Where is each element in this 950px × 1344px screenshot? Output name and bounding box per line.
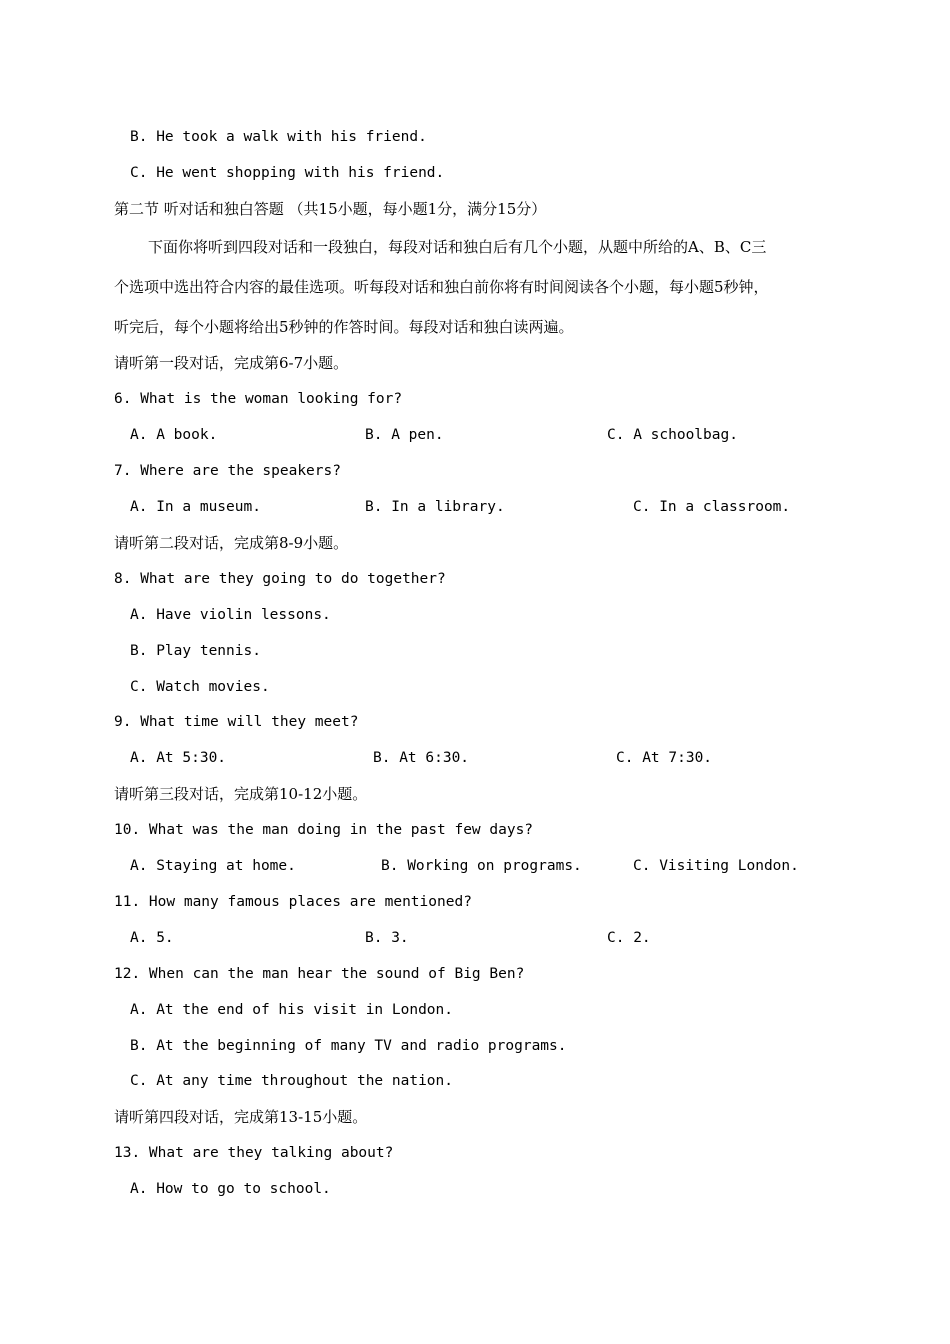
question-8-option-b: B. Play tennis. [130, 643, 261, 659]
dialogue3-prompt: 请听第三段对话，完成第10-12小题。 [114, 785, 368, 803]
question-12-option-a: A. At the end of his visit in London. [130, 1002, 454, 1018]
question-13-stem: 13. What are they talking about? [114, 1145, 394, 1161]
question-7-stem: 7. Where are the speakers? [114, 463, 341, 479]
question-8-stem: 8. What are they going to do together? [114, 571, 446, 587]
question-6-stem: 6. What is the woman looking for? [114, 391, 403, 407]
question-7-option-c: C. In a classroom. [633, 499, 791, 515]
question-11-stem: 11. How many famous places are mentioned? [114, 894, 472, 910]
option-prev-c: C. He went shopping with his friend. [130, 165, 445, 181]
question-8-option-a: A. Have violin lessons. [130, 607, 331, 623]
question-12-stem: 12. When can the man hear the sound of Big Ben? [114, 966, 525, 982]
question-10-stem: 10. What was the man doing in the past few days? [114, 822, 534, 838]
question-6-option-c: C. A schoolbag. [607, 427, 738, 443]
question-10-option-a: A. Staying at home. [130, 858, 296, 874]
question-11-option-c: C. 2. [607, 930, 651, 946]
question-9-stem: 9. What time will they meet? [114, 714, 359, 730]
question-6-option-a: A. A book. [130, 427, 218, 443]
question-9-option-a: A. At 5:30. [130, 750, 227, 766]
question-10-option-c: C. Visiting London. [633, 858, 799, 874]
question-10-option-b: B. Working on programs. [381, 858, 582, 874]
dialogue2-prompt: 请听第二段对话，完成第8-9小题。 [114, 534, 349, 552]
section-heading: 第二节 听对话和独白答题 （共15小题，每小题1分，满分15分） [114, 200, 547, 218]
dialogue4-prompt: 请听第四段对话，完成第13-15小题。 [114, 1108, 368, 1126]
question-8-option-c: C. Watch movies. [130, 679, 270, 695]
question-9-option-b: B. At 6:30. [373, 750, 470, 766]
question-7-option-a: A. In a museum. [130, 499, 261, 515]
question-7-option-b: B. In a library. [365, 499, 505, 515]
question-12-option-b: B. At the beginning of many TV and radio programs. [130, 1038, 567, 1054]
question-12-option-c: C. At any time throughout the nation. [130, 1073, 454, 1089]
question-9-option-c: C. At 7:30. [616, 750, 713, 766]
question-6-option-b: B. A pen. [365, 427, 444, 443]
section-instruction-line3: 听完后，每个小题将给出5秒钟的作答时间。每段对话和独白读两遍。 [114, 318, 574, 336]
section-instruction-line1: 下面你将听到四段对话和一段独白，每段对话和独白后有几个小题，从题中所给的A、B、C三 [148, 238, 767, 256]
question-13-option-a: A. How to go to school. [130, 1181, 331, 1197]
dialogue1-prompt: 请听第一段对话，完成第6-7小题。 [114, 354, 349, 372]
option-prev-b: B. He took a walk with his friend. [130, 129, 427, 145]
question-11-option-b: B. 3. [365, 930, 409, 946]
question-11-option-a: A. 5. [130, 930, 174, 946]
section-instruction-line2: 个选项中选出符合内容的最佳选项。听每段对话和独白前你将有时间阅读各个小题，每小题5秒钟， [114, 278, 769, 296]
